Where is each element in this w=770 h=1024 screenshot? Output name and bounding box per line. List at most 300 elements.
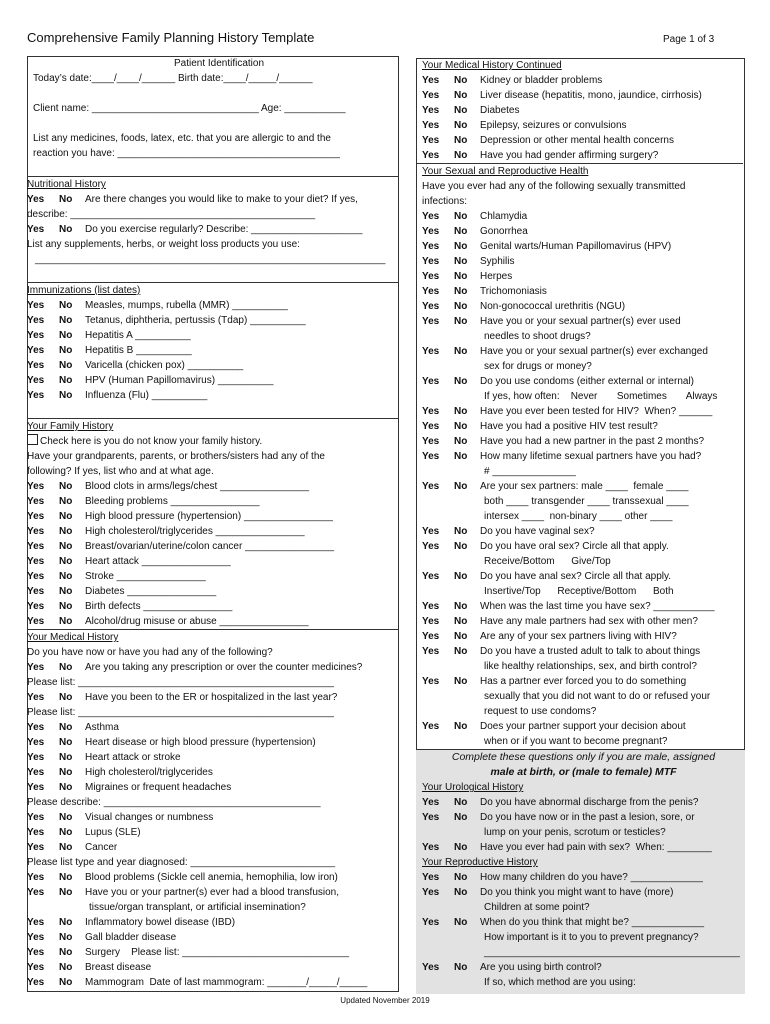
sexual-question[interactable] [422,479,744,524]
cancer-line[interactable]: Please list type and year diagnosed: __________________________ [27,857,336,868]
no-option[interactable]: No [59,194,73,205]
yes-option[interactable]: Yes [27,496,45,507]
question-text: Does your partner support your decision about [480,721,686,732]
sti-item[interactable] [422,254,744,269]
family-item[interactable] [27,509,411,524]
question-text: Genital warts/Human Papillomavirus (HPV) [480,241,672,252]
no-option[interactable]: No [454,436,468,447]
yes-option[interactable]: Yes [422,316,440,327]
no-option[interactable]: No [454,376,468,387]
no-option[interactable]: No [59,571,73,582]
question-text: Asthma [85,722,119,733]
question-text: Do you have a trusted adult to talk to about things [480,646,701,657]
question-text: Have you ever been tested for HIV? When? ______ [480,406,713,417]
no-option[interactable]: No [454,271,468,282]
question-text: Kidney or bladder problems [480,75,603,86]
no-option[interactable]: No [59,977,73,988]
yes-option[interactable]: Yes [27,662,45,673]
medical-item[interactable] [27,975,411,990]
yes-option[interactable]: Yes [27,556,45,567]
sexual-question[interactable] [422,449,744,479]
no-option[interactable]: No [454,646,468,657]
family-item[interactable] [27,554,411,569]
no-option[interactable]: No [454,135,468,146]
urological-header: Your Urological History [422,782,524,793]
medical-list-1[interactable]: Please list: ______________________________________________ [27,677,334,688]
immunization-item[interactable] [27,358,411,373]
medical-continued-item[interactable] [422,118,744,133]
yes-option[interactable]: Yes [27,375,45,386]
yes-option[interactable]: Yes [422,241,440,252]
question-text: Syphilis [480,256,515,267]
no-option[interactable]: No [59,752,73,763]
yes-option[interactable]: Yes [27,692,45,703]
medical-item[interactable] [27,960,411,975]
no-option[interactable]: No [59,496,73,507]
yes-option[interactable]: Yes [27,481,45,492]
sexual-question[interactable] [422,569,744,599]
urological-question[interactable] [422,795,745,810]
no-option[interactable]: No [454,616,468,627]
yes-option[interactable]: Yes [27,300,45,311]
yes-option[interactable]: Yes [27,541,45,552]
medical-list-a [27,720,411,795]
no-option[interactable]: No [454,601,468,612]
yes-option[interactable]: Yes [27,526,45,537]
question-text: Gall bladder disease [85,932,177,943]
medical-continued-list [418,73,744,163]
medical-item[interactable] [27,735,411,750]
medical-transfusion[interactable] [27,885,411,915]
no-option[interactable]: No [59,481,73,492]
yes-option[interactable]: Yes [27,752,45,763]
question-continuation: intersex ____ non-binary ____ other ____ [484,511,673,522]
question-text: Heart disease or high blood pressure (hypertension) [85,737,316,748]
male-note-1: Complete these questions only if you are male, assigned [451,751,716,763]
no-option[interactable]: No [59,827,73,838]
question-text: Depression or other mental health concerns [480,135,674,146]
yes-option[interactable]: Yes [422,812,440,823]
yes-option[interactable]: Yes [27,330,45,341]
no-option[interactable]: No [454,406,468,417]
dates-line[interactable]: Today’s date:____/____/______ Birth date:____/_____/______ [33,73,313,84]
question-text: High cholesterol/triglycerides [85,767,213,778]
no-option[interactable]: No [59,390,73,401]
no-option[interactable]: No [59,842,73,853]
yes-option[interactable]: Yes [27,616,45,627]
no-option[interactable]: No [454,962,468,973]
no-option[interactable]: No [59,511,73,522]
question-continuation: sexually that you did not want to do or refused your [484,691,711,702]
question-text: Has a partner ever forced you to do something [480,676,687,687]
yes-option[interactable]: Yes [422,571,440,582]
yes-option[interactable]: Yes [422,721,440,732]
question-text: Do you have oral sex? Circle all that apply. [480,541,669,552]
no-option[interactable]: No [59,330,73,341]
no-option[interactable]: No [454,301,468,312]
family-item[interactable] [27,479,411,494]
question-continuation: needles to shoot drugs? [484,331,591,342]
no-option[interactable]: No [59,601,73,612]
supplements-blank[interactable]: _______________________________________________________________ [35,254,386,265]
reproductive-header: Your Reproductive History [422,857,538,868]
yes-option[interactable]: Yes [422,256,440,267]
no-option[interactable]: No [59,947,73,958]
no-option[interactable]: No [59,315,73,326]
sti-item[interactable] [422,239,744,254]
question-continuation: If yes, how often: Never Sometimes Always [484,391,718,402]
family-list [27,479,411,629]
sexual-question[interactable] [422,674,744,719]
no-option[interactable]: No [454,421,468,432]
medical-item[interactable] [27,945,411,960]
medical-describe[interactable]: Please describe: _______________________________________ [27,797,321,808]
question-text: How many lifetime sexual partners have you had? [480,451,702,462]
no-option[interactable]: No [59,662,73,673]
yes-option[interactable]: Yes [422,917,440,928]
no-option[interactable]: No [59,932,73,943]
yes-option[interactable]: Yes [422,286,440,297]
question-text: Breast/ovarian/uterine/colon cancer ________________ [85,541,335,552]
no-option[interactable]: No [454,105,468,116]
sexual-question[interactable] [422,404,744,419]
sti-item[interactable] [422,209,744,224]
medical-continued-item[interactable] [422,133,744,148]
left-column [27,56,411,990]
no-option[interactable]: No [59,887,73,898]
no-option[interactable]: No [454,256,468,267]
yes-option[interactable]: Yes [422,211,440,222]
yes-option[interactable]: Yes [27,601,45,612]
no-option[interactable]: No [59,345,73,356]
family-unknown-checkbox[interactable]: Check here is you do not know your family history. [27,434,411,449]
sti-item[interactable] [422,299,744,314]
client-line[interactable]: Client name: ______________________________ Age: ___________ [33,103,346,114]
no-option[interactable]: No [59,586,73,597]
question-text: Chlamydia [480,211,528,222]
no-option[interactable]: No [59,872,73,883]
yes-option[interactable]: Yes [27,315,45,326]
medical-item[interactable] [27,840,411,855]
yes-option[interactable]: Yes [422,120,440,131]
medical-continued-item[interactable] [422,73,744,88]
family-item[interactable] [27,524,411,539]
question-text: Non-gonococcal urethritis (NGU) [480,301,626,312]
sti-item[interactable] [422,269,744,284]
question-continuation: # _______________ [484,466,576,477]
nutrition-q2[interactable]: Yes No Do you exercise regularly? Describe: ____________________ [27,224,363,235]
question-text: Cancer [85,842,118,853]
no-option[interactable]: No [454,226,468,237]
yes-option[interactable]: Yes [422,616,440,627]
medical-continued-item[interactable] [422,148,744,163]
urological-question[interactable] [422,840,745,855]
no-option[interactable]: No [454,917,468,928]
no-option[interactable]: No [59,616,73,627]
sexual-question[interactable] [422,344,744,374]
no-option[interactable]: No [59,917,73,928]
question-text: Have you or your sexual partner(s) ever exchanged [480,346,708,357]
no-option[interactable]: No [454,451,468,462]
yes-option[interactable]: Yes [422,90,440,101]
yes-option[interactable]: Yes [422,887,440,898]
question-text: Have you had gender affirming surgery? [480,150,659,161]
question-text: Birth defects ________________ [85,601,233,612]
immunization-item[interactable] [27,328,411,343]
yes-option[interactable]: Yes [422,541,440,552]
medical-item[interactable] [27,765,411,780]
sexual-question[interactable] [422,614,744,629]
yes-option[interactable]: Yes [422,75,440,86]
question-text: Influenza (Flu) __________ [85,390,208,401]
sexual-question[interactable] [422,719,744,749]
sexual-question[interactable] [422,419,744,434]
family-item[interactable] [27,494,411,509]
allergy-line-1: List any medicines, foods, latex, etc. that you are allergic to and the [33,133,331,144]
family-item[interactable] [27,569,411,584]
yes-option[interactable]: Yes [422,646,440,657]
no-option[interactable]: No [59,541,73,552]
sexual-question[interactable] [422,524,744,539]
question-text: Alcohol/drug misuse or abuse ________________ [85,616,309,627]
yes-option[interactable]: Yes [27,842,45,853]
yes-option[interactable]: Yes [422,226,440,237]
supplements-line: List any supplements, herbs, or weight loss products you use: [27,239,300,250]
yes-option[interactable]: Yes [27,194,45,205]
yes-option[interactable]: Yes [27,586,45,597]
yes-option[interactable]: Yes [27,511,45,522]
no-option[interactable]: No [59,812,73,823]
family-item[interactable] [27,599,411,614]
no-option[interactable]: No [454,526,468,537]
no-option[interactable]: No [454,812,468,823]
medical-blood[interactable]: Yes No Blood problems (Sickle cell anemia, hemophilia, low iron) [27,872,338,883]
no-option[interactable]: No [454,346,468,357]
medical-continued-header: Your Medical History Continued [422,60,562,71]
yes-option[interactable]: Yes [27,767,45,778]
no-option[interactable]: No [454,541,468,552]
yes-option[interactable]: Yes [422,481,440,492]
sti-item[interactable] [422,224,744,239]
yes-option[interactable]: Yes [422,872,440,883]
medical-continued-item[interactable] [422,88,744,103]
sexual-health-header: Your Sexual and Reproductive Health [422,166,589,177]
medical-q1[interactable]: Yes No Are you taking any prescription or over the counter medicines? [27,662,363,673]
no-option[interactable]: No [59,692,73,703]
yes-option[interactable]: Yes [27,737,45,748]
question-continuation: when or if you want to become pregnant? [484,736,668,747]
question-text: Diabetes [480,105,520,116]
yes-option[interactable]: Yes [27,782,45,793]
family-intro-2: following? If yes, list who and at what age. [27,466,214,477]
no-option[interactable]: No [59,556,73,567]
immunization-item[interactable] [27,388,411,403]
medical-item[interactable] [27,810,411,825]
no-option[interactable]: No [59,782,73,793]
question-text: Hepatitis B __________ [85,345,192,356]
yes-option[interactable]: Yes [422,451,440,462]
no-option[interactable]: No [454,797,468,808]
medical-item[interactable] [27,915,411,930]
yes-option[interactable]: Yes [27,360,45,371]
no-option[interactable]: No [454,571,468,582]
yes-option[interactable]: Yes [422,797,440,808]
no-option[interactable]: No [59,767,73,778]
question-text: Measles, mumps, rubella (MMR) __________ [85,300,288,311]
no-option[interactable]: No [59,375,73,386]
allergy-line-2[interactable]: reaction you have: ________________________________________ [33,148,340,159]
question-text: Blood clots in arms/legs/chest ________________ [85,481,310,492]
yes-option[interactable]: Yes [422,376,440,387]
no-option[interactable]: No [454,481,468,492]
question-text: Varicella (chicken pox) __________ [85,360,244,371]
no-option[interactable]: No [454,75,468,86]
yes-option[interactable]: Yes [422,301,440,312]
no-option[interactable]: No [454,286,468,297]
medical-list-2[interactable]: Please list: ______________________________________________ [27,707,334,718]
no-option[interactable]: No [454,842,468,853]
family-history-header: Your Family History [27,421,114,432]
immunization-item[interactable] [27,343,411,358]
sexual-question[interactable] [422,629,744,644]
sexual-question[interactable] [422,599,744,614]
yes-option[interactable]: Yes [422,150,440,161]
yes-option[interactable]: Yes [422,631,440,642]
yes-option[interactable]: Yes [27,947,45,958]
sti-item[interactable] [422,284,744,299]
question-continuation: Insertive/Top Receptive/Bottom Both [484,586,674,597]
no-option[interactable]: No [59,224,73,235]
sexual-question[interactable] [422,434,744,449]
immunization-item[interactable] [27,313,411,328]
family-item[interactable] [27,584,411,599]
no-option[interactable]: No [454,241,468,252]
question-text: Migraines or frequent headaches [85,782,232,793]
question-continuation: both ____ transgender ____ transsexual ____ [484,496,689,507]
yes-option[interactable]: Yes [422,135,440,146]
yes-option[interactable]: Yes [422,346,440,357]
question-text: Bleeding problems ________________ [85,496,260,507]
yes-option[interactable]: Yes [422,601,440,612]
no-option[interactable]: No [59,722,73,733]
yes-option[interactable]: Yes [422,406,440,417]
question-continuation: ______________________________________________ [484,947,740,958]
no-option[interactable]: No [59,962,73,973]
no-option[interactable]: No [454,211,468,222]
sexual-question[interactable] [422,314,744,344]
medical-item[interactable] [27,930,411,945]
no-option[interactable]: No [454,631,468,642]
sexual-question[interactable] [422,644,744,674]
question-text: When do you think that might be? _____________ [480,917,705,928]
nutrition-q1-describe[interactable]: describe: ____________________________________________ [27,209,316,220]
yes-option[interactable]: Yes [422,421,440,432]
no-option[interactable]: No [454,316,468,327]
no-option[interactable]: No [454,120,468,131]
sti-intro-2: infections: [422,196,468,207]
no-option[interactable]: No [59,360,73,371]
checkbox-icon[interactable] [27,434,38,445]
yes-option[interactable]: Yes [27,345,45,356]
immunization-item[interactable] [27,373,411,388]
no-option[interactable]: No [59,737,73,748]
male-section [416,749,745,994]
medical-item[interactable] [27,720,411,735]
yes-option[interactable]: Yes [27,887,45,898]
question-text: Have you or your partner(s) ever had a blood transfusion, [85,887,340,898]
yes-option[interactable]: Yes [422,271,440,282]
yes-option[interactable]: Yes [27,932,45,943]
question-text: Do you have anal sex? Circle all that apply. [480,571,672,582]
question-text: Surgery Please list: ______________________________ [85,947,350,958]
yes-option[interactable]: Yes [422,526,440,537]
yes-option[interactable]: Yes [27,722,45,733]
form-title: Comprehensive Family Planning History Template [27,30,315,45]
urological-list [422,795,745,855]
no-option[interactable]: No [59,526,73,537]
yes-option[interactable]: Yes [27,812,45,823]
sexual-question[interactable] [422,539,744,569]
no-option[interactable]: No [454,721,468,732]
question-text: Have you or your sexual partner(s) ever used [480,316,681,327]
yes-option[interactable]: Yes [422,962,440,973]
yes-option[interactable]: Yes [27,390,45,401]
medical-item[interactable] [27,825,411,840]
no-option[interactable]: No [454,676,468,687]
question-text: Visual changes or numbness [85,812,214,823]
family-item[interactable] [27,614,411,629]
sexual-question[interactable] [422,374,744,404]
reproductive-question[interactable] [422,885,745,915]
yes-option[interactable]: Yes [27,977,45,988]
question-continuation: How important is it to you to prevent pregnancy? [484,932,699,943]
no-option[interactable]: No [454,887,468,898]
medical-continued-item[interactable] [422,103,744,118]
no-option[interactable]: No [454,872,468,883]
yes-option[interactable]: Yes [27,917,45,928]
no-option[interactable]: No [454,150,468,161]
reproductive-question[interactable] [422,960,745,990]
yes-option[interactable]: Yes [27,872,45,883]
question-text: Do you use condoms (either external or internal) [480,376,694,387]
nutrition-q1[interactable]: Yes No Are there changes you would like to make to your diet? If yes, [27,194,358,205]
immunization-item[interactable] [27,298,411,313]
medical-q2[interactable]: Yes No Have you been to the ER or hospitalized in the last year? [27,692,338,703]
question-text: Have any male partners had sex with other men? [480,616,698,627]
family-item[interactable] [27,539,411,554]
no-option[interactable]: No [59,300,73,311]
footer-updated: Updated November 2019 [340,996,430,1005]
reproductive-question[interactable] [422,870,745,885]
yes-option[interactable]: Yes [422,105,440,116]
question-text: Hepatitis A __________ [85,330,191,341]
yes-option[interactable]: Yes [422,842,440,853]
yes-option[interactable]: Yes [27,571,45,582]
yes-option[interactable]: Yes [422,676,440,687]
medical-item[interactable] [27,780,411,795]
yes-option[interactable]: Yes [422,436,440,447]
immunization-list [27,298,411,403]
question-text: Epilepsy, seizures or convulsions [480,120,627,131]
urological-question[interactable] [422,810,745,840]
yes-option[interactable]: Yes [27,827,45,838]
yes-option[interactable]: Yes [27,224,45,235]
no-option[interactable]: No [454,90,468,101]
yes-option[interactable]: Yes [27,962,45,973]
question-continuation: Receive/Bottom Give/Top [484,556,611,567]
medical-item[interactable] [27,750,411,765]
reproductive-question[interactable] [422,915,745,960]
